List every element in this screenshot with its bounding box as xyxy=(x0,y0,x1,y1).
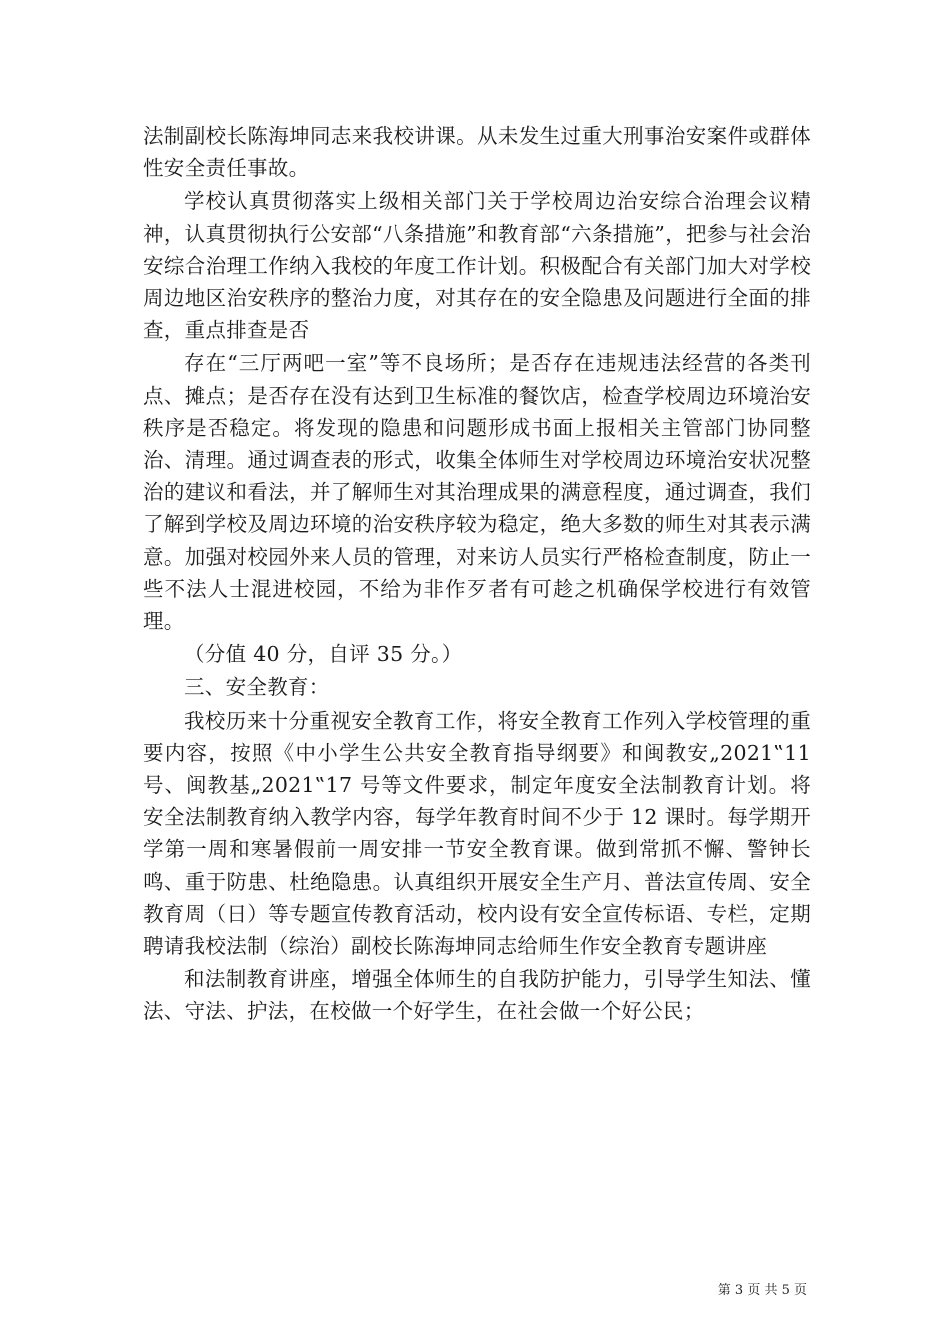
paragraph-score: （分值 40 分，自评 35 分。） xyxy=(184,642,463,667)
page-number: 第 3 页 共 5 页 xyxy=(717,1283,807,1298)
paragraph-continuation: 法制副校长陈海坤同志来我校讲课。从未发生过重大刑事治安案件或群体性安全责任事故。 xyxy=(143,124,811,181)
section-heading-safety-education: 三、安全教育： xyxy=(184,675,330,700)
paragraph-safety-education: 我校历来十分重视安全教育工作，将安全教育工作列入学校管理的重要内容，按照《中小学生公共安全教育指导纲要》和闽教安„2021‟11 号、闽教基„2021‟17 号等文件要求，制定年度安全法制教育计划。将安全法制教育纳入教学内容，每学年教育时间不少于 12 课时。每学期开学第一周和寒暑假前一周安排一节安全教育课。做到常抓不懈、警钟长鸣、重于防患、杜绝隐患。认真组织开展安全生产月、普法宣传周、安全教育周（日）等专题宣传教育活动，校内设有安全宣传标语、专栏，定期聘请我校法制（综治）副校长陈海坤同志给师生作安全教育专题讲座 xyxy=(143,708,811,959)
paragraph-public-security: 学校认真贯彻落实上级相关部门关于学校周边治安综合治理会议精神，认真贯彻执行公安部“八条措施”和教育部“六条措施”，把参与社会治安综合治理工作纳入我校的年度工作计划。积极配合有关部门加大对学校周边地区治安秩序的整治力度，对其存在的安全隐患及问题进行全面的排查，重点排查是否 xyxy=(143,189,811,343)
paragraph-inspection: 存在“三厅两吧一室”等不良场所；是否存在违规违法经营的各类刊点、摊点；是否存在没有达到卫生标准的餐饮店，检查学校周边环境治安秩序是否稳定。将发现的隐患和问题形成书面上报相关主管部门协同整治、清理。通过调查表的形式，收集全体师生对学校周边环境治安状况整治的建议和看法，并了解师生对其治理成果的满意程度，通过调查，我们了解到学校及周边环境的治安秩序较为稳定，绝大多数的师生对其表示满意。加强对校园外来人员的管理，对来访人员实行严格检查制度，防止一些不法人士混进校园，不给为非作歹者有可趁之机确保学校进行有效管理。 xyxy=(143,351,811,634)
paragraph-legal-lectures: 和法制教育讲座，增强全体师生的自我防护能力，引导学生知法、懂法、守法、护法，在校做一个好学生，在社会做一个好公民； xyxy=(143,967,811,1024)
document-body xyxy=(143,120,811,1028)
